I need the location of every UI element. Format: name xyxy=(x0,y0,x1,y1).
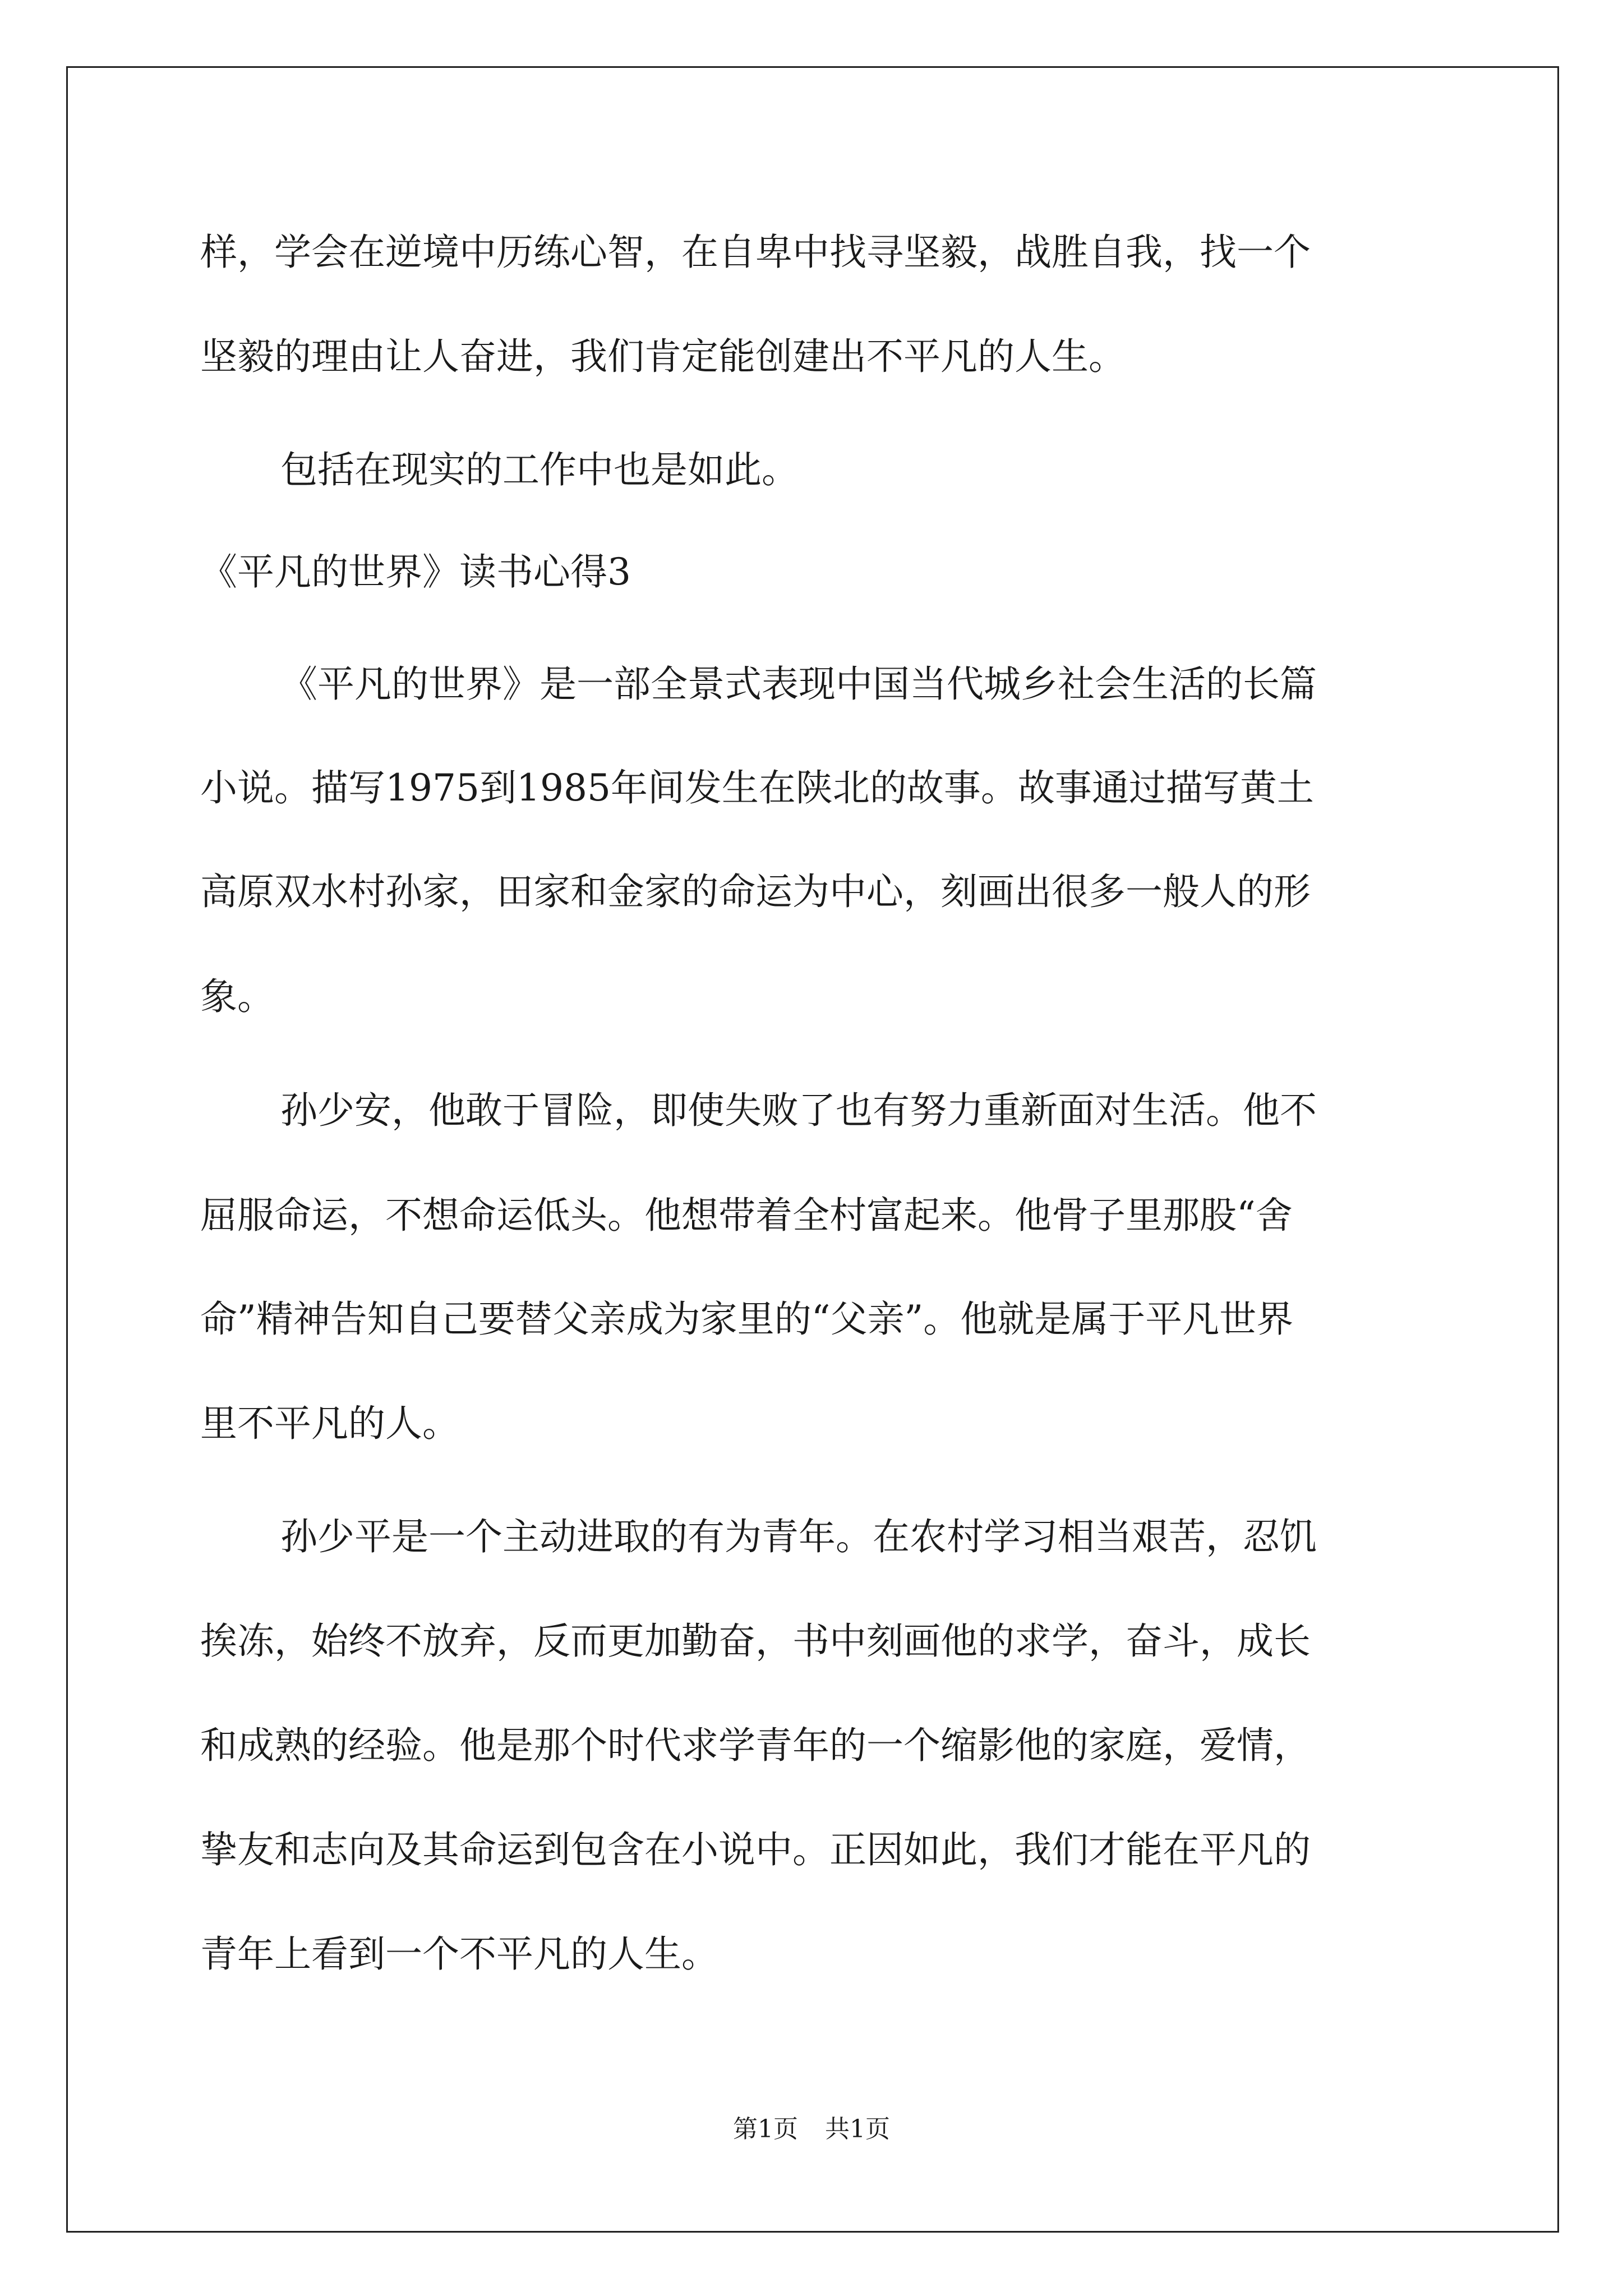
page-number: 第1页 xyxy=(733,2115,798,2143)
paragraph-line: 里不平凡的人。 xyxy=(200,1402,459,1445)
paragraph-line: 包括在现实的工作中也是如此。 xyxy=(280,448,799,491)
section-heading: 《平凡的世界》读书心得3 xyxy=(200,550,631,593)
paragraph-line: 挚友和志向及其命运到包含在小说中。正因如此，我们才能在平凡的 xyxy=(200,1828,1311,1871)
paragraph-line: 小说。描写1975到1985年间发生在陕北的故事。故事通过描写黄土 xyxy=(200,766,1314,809)
paragraph-line: 屈服命运，不想命运低头。他想带着全村富起来。他骨子里那股“舍 xyxy=(200,1194,1293,1237)
paragraph-line: 《平凡的世界》是一部全景式表现中国当代城乡社会生活的长篇 xyxy=(280,662,1317,706)
paragraph-line: 和成熟的经验。他是那个时代求学青年的一个缩影他的家庭，爱情， xyxy=(200,1724,1311,1767)
page-total: 共1页 xyxy=(825,2115,890,2143)
paragraph-line: 挨冻，始终不放弃，反而更加勤奋，书中刻画他的求学，奋斗，成长 xyxy=(200,1619,1311,1663)
paragraph-line: 孙少安，他敢于冒险，即使失败了也有努力重新面对生活。他不 xyxy=(280,1089,1317,1132)
paragraph-line: 青年上看到一个不平凡的人生。 xyxy=(200,1932,718,1976)
paragraph-line: 样，学会在逆境中历练心智，在自卑中找寻坚毅，战胜自我，找一个 xyxy=(200,231,1311,274)
paragraph-line: 坚毅的理由让人奋进，我们肯定能创建出不平凡的人生。 xyxy=(200,335,1126,378)
paragraph-line: 命”精神告知自己要替父亲成为家里的“父亲”。他就是属于平凡世界 xyxy=(200,1297,1294,1341)
paragraph-line: 孙少平是一个主动进取的有为青年。在农村学习相当艰苦，忍饥 xyxy=(280,1515,1317,1558)
paragraph-line: 象。 xyxy=(200,975,274,1018)
page-footer xyxy=(0,2114,1623,2145)
paragraph-line: 高原双水村孙家，田家和金家的命运为中心，刻画出很多一般人的形 xyxy=(200,870,1311,913)
page-border xyxy=(66,66,1559,2233)
